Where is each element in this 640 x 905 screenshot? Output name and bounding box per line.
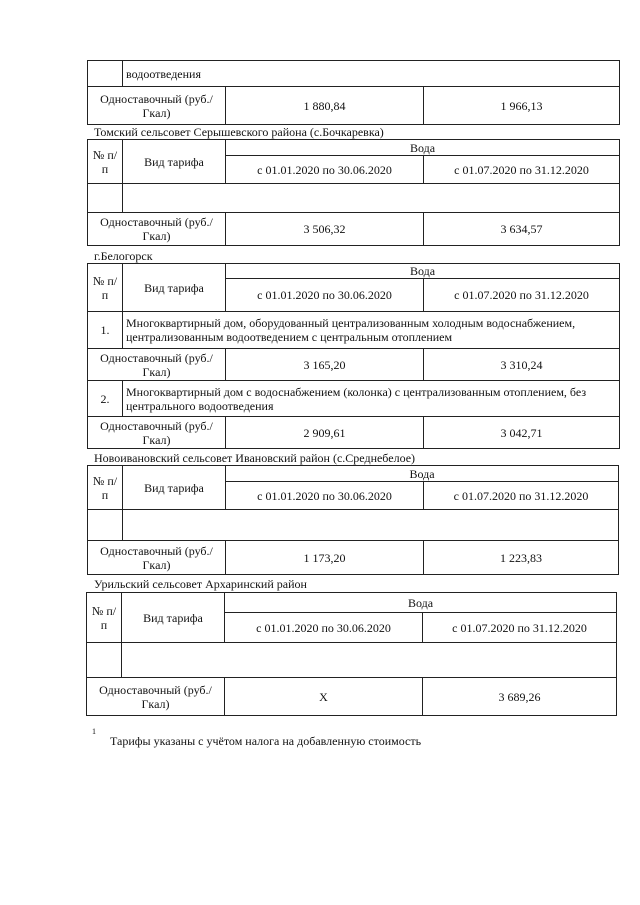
tomsk-empty-num	[88, 184, 123, 213]
novoivanovsky-period1-header: с 01.01.2020 по 30.06.2020	[226, 482, 424, 510]
urilsky-value-period1: Х	[225, 678, 423, 716]
belogorsk-item2-value-period1: 2 909,61	[226, 417, 424, 449]
top-num-cell	[88, 61, 123, 87]
urilsky-type-header: Вид тарифа	[122, 593, 225, 643]
novoivanovsky-num-header: № п/п	[88, 466, 123, 510]
tomsk-type-header: Вид тарифа	[123, 140, 226, 184]
top-value-period2: 1 966,13	[424, 87, 620, 125]
urilsky-rate-label: Одноставочный (руб./Гкал)	[87, 678, 225, 716]
belogorsk-item1-rate-label: Одноставочный (руб./Гкал)	[88, 349, 226, 381]
urilsky-empty-desc	[122, 643, 617, 678]
belogorsk-item1-num: 1.	[88, 312, 123, 349]
top-value-period1: 1 880,84	[226, 87, 424, 125]
belogorsk-item1-value-period2: 3 310,24	[424, 349, 620, 381]
novoivanovsky-water-header: Вода	[226, 466, 619, 482]
tomsk-water-header: Вода	[226, 140, 620, 156]
tomsk-tariff-table	[87, 139, 620, 246]
novoivanovsky-period2-header: с 01.07.2020 по 31.12.2020	[424, 482, 619, 510]
urilsky-period1-header: с 01.01.2020 по 30.06.2020	[225, 613, 423, 643]
belogorsk-item1-text: Многоквартирный дом, оборудованный централизованным холодным водоснабжением, централизованным водоотведением с центральным отоплением	[123, 312, 620, 349]
tomsk-rate-label: Одноставочный (руб./Гкал)	[88, 213, 226, 246]
top-rate-label: Одноставочный (руб./Гкал)	[88, 87, 226, 125]
novoivanovsky-caption: Новоивановский сельсовет Ивановский район (с.Среднебелое)	[94, 451, 416, 465]
novoivanovsky-tariff-table	[87, 465, 619, 575]
tomsk-num-header: № п/п	[88, 140, 123, 184]
belogorsk-item2-rate-label: Одноставочный (руб./Гкал)	[88, 417, 226, 449]
novoivanovsky-rate-label: Одноставочный (руб./Гкал)	[88, 541, 226, 575]
novoivanovsky-value-period2: 1 223,83	[424, 541, 619, 575]
belogorsk-type-header: Вид тарифа	[123, 264, 226, 312]
belogorsk-water-header: Вода	[226, 264, 620, 279]
tomsk-value-period2: 3 634,57	[424, 213, 620, 246]
novoivanovsky-value-period1: 1 173,20	[226, 541, 424, 575]
urilsky-tariff-table	[86, 592, 617, 716]
urilsky-caption: Урильский сельсовет Архаринский район	[94, 577, 307, 591]
novoivanovsky-empty-num	[88, 510, 123, 541]
urilsky-empty-num	[87, 643, 122, 678]
urilsky-num-header: № п/п	[87, 593, 122, 643]
tomsk-empty-desc	[123, 184, 620, 213]
tomsk-value-period1: 3 506,32	[226, 213, 424, 246]
tomsk-period1-header: с 01.01.2020 по 30.06.2020	[226, 156, 424, 184]
tomsk-caption: Томский сельсовет Серышевского района (с.Бочкаревка)	[94, 125, 384, 139]
footnote	[92, 727, 422, 749]
top-tariff-table	[87, 60, 620, 125]
belogorsk-item2-text: Многоквартирный дом с водоснабжением (колонка) с централизованным отоплением, без центрального водоотведения	[123, 381, 620, 417]
belogorsk-item2-num: 2.	[88, 381, 123, 417]
urilsky-water-header: Вода	[225, 593, 617, 613]
footnote-marker: 1	[92, 727, 96, 736]
belogorsk-period1-header: с 01.01.2020 по 30.06.2020	[226, 279, 424, 312]
novoivanovsky-type-header: Вид тарифа	[123, 466, 226, 510]
belogorsk-item1-value-period1: 3 165,20	[226, 349, 424, 381]
footnote-text: Тарифы указаны с учётом налога на добавленную стоимость	[110, 734, 422, 748]
belogorsk-item2-value-period2: 3 042,71	[424, 417, 620, 449]
top-continued-text: водоотведения	[123, 61, 620, 87]
novoivanovsky-empty-desc	[123, 510, 619, 541]
belogorsk-num-header: № п/п	[88, 264, 123, 312]
belogorsk-caption: г.Белогорск	[94, 249, 153, 263]
urilsky-period2-header: с 01.07.2020 по 31.12.2020	[423, 613, 617, 643]
belogorsk-tariff-table	[87, 263, 620, 449]
urilsky-value-period2: 3 689,26	[423, 678, 617, 716]
belogorsk-period2-header: с 01.07.2020 по 31.12.2020	[424, 279, 620, 312]
tomsk-period2-header: с 01.07.2020 по 31.12.2020	[424, 156, 620, 184]
